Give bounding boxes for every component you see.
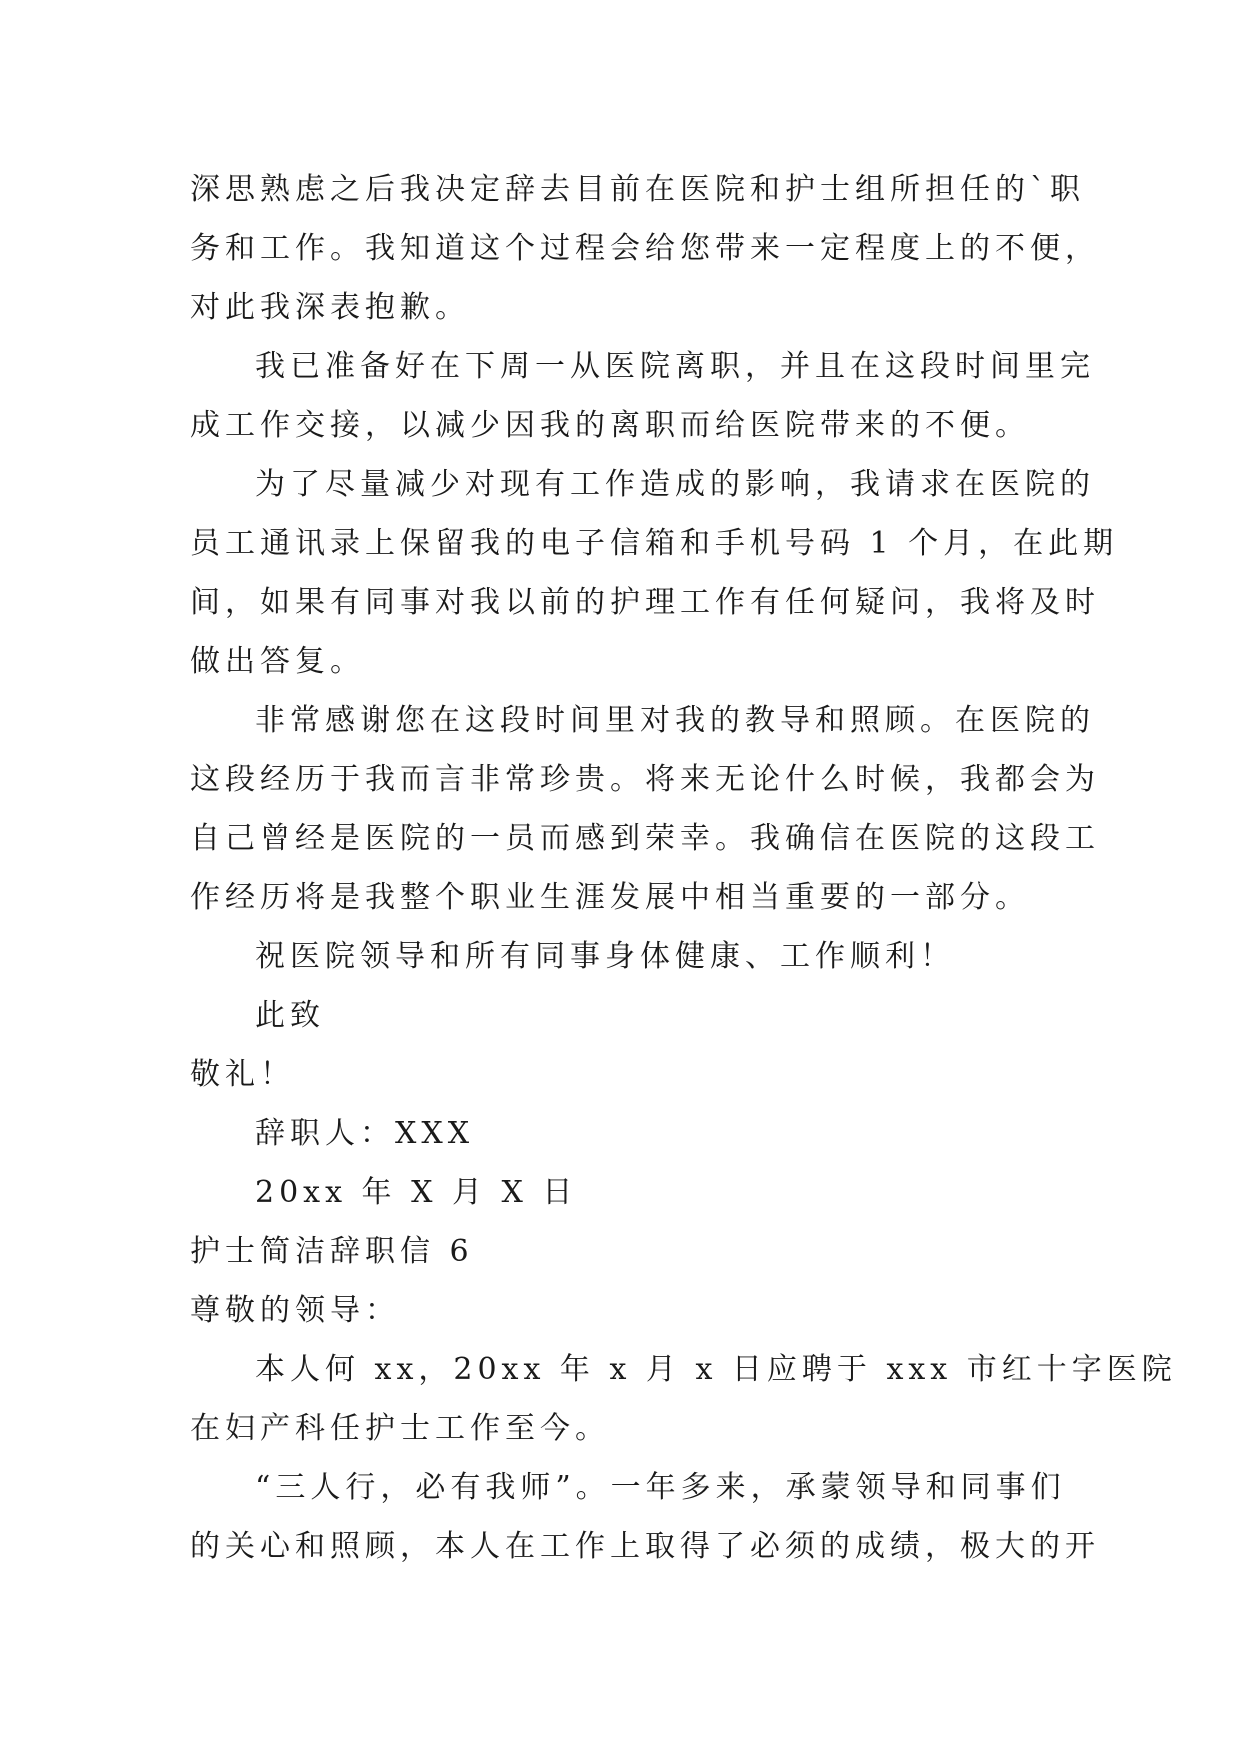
text-line: 这段经历于我而言非常珍贵。将来无论什么时候，我都会为 <box>190 762 1100 797</box>
text-line: 员工通讯录上保留我的电子信箱和手机号码 1 个月，在此期 <box>190 526 1119 561</box>
text-line: 在妇产科任护士工作至今。 <box>190 1411 610 1446</box>
text-line: “三人行，必有我师”。一年多来，承蒙领导和同事们 <box>255 1470 1066 1505</box>
text-line: 对此我深表抱歉。 <box>190 290 470 325</box>
text-line: 护士简洁辞职信 6 <box>190 1234 474 1269</box>
text-line: 务和工作。我知道这个过程会给您带来一定程度上的不便， <box>190 231 1100 266</box>
text-line: 我已准备好在下周一从医院离职，并且在这段时间里完 <box>255 349 1095 384</box>
text-line: 深思熟虑之后我决定辞去目前在医院和护士组所担任的`职 <box>190 172 1085 207</box>
text-line: 的关心和照顾，本人在工作上取得了必须的成绩，极大的开 <box>190 1529 1100 1564</box>
text-line: 20xx 年 X 月 X 日 <box>255 1175 578 1210</box>
text-line: 做出答复。 <box>190 644 365 679</box>
text-line: 此致 <box>255 998 325 1033</box>
text-line: 自己曾经是医院的一员而感到荣幸。我确信在医院的这段工 <box>190 821 1100 856</box>
text-line: 本人何 xx，20xx 年 x 月 x 日应聘于 xxx 市红十字医院 <box>255 1352 1177 1387</box>
text-line: 尊敬的领导： <box>190 1293 400 1328</box>
text-line: 为了尽量减少对现有工作造成的影响，我请求在医院的 <box>255 467 1095 502</box>
text-line: 非常感谢您在这段时间里对我的教导和照顾。在医院的 <box>255 703 1095 738</box>
text-line: 敬礼！ <box>190 1057 295 1092</box>
text-line: 成工作交接，以减少因我的离职而给医院带来的不便。 <box>190 408 1030 443</box>
text-line: 间，如果有同事对我以前的护理工作有任何疑问，我将及时 <box>190 585 1100 620</box>
text-line: 祝医院领导和所有同事身体健康、工作顺利！ <box>255 939 955 974</box>
text-line: 作经历将是我整个职业生涯发展中相当重要的一部分。 <box>190 880 1030 915</box>
letter-body <box>190 160 1177 1576</box>
text-line: 辞职人：XXX <box>255 1116 475 1151</box>
